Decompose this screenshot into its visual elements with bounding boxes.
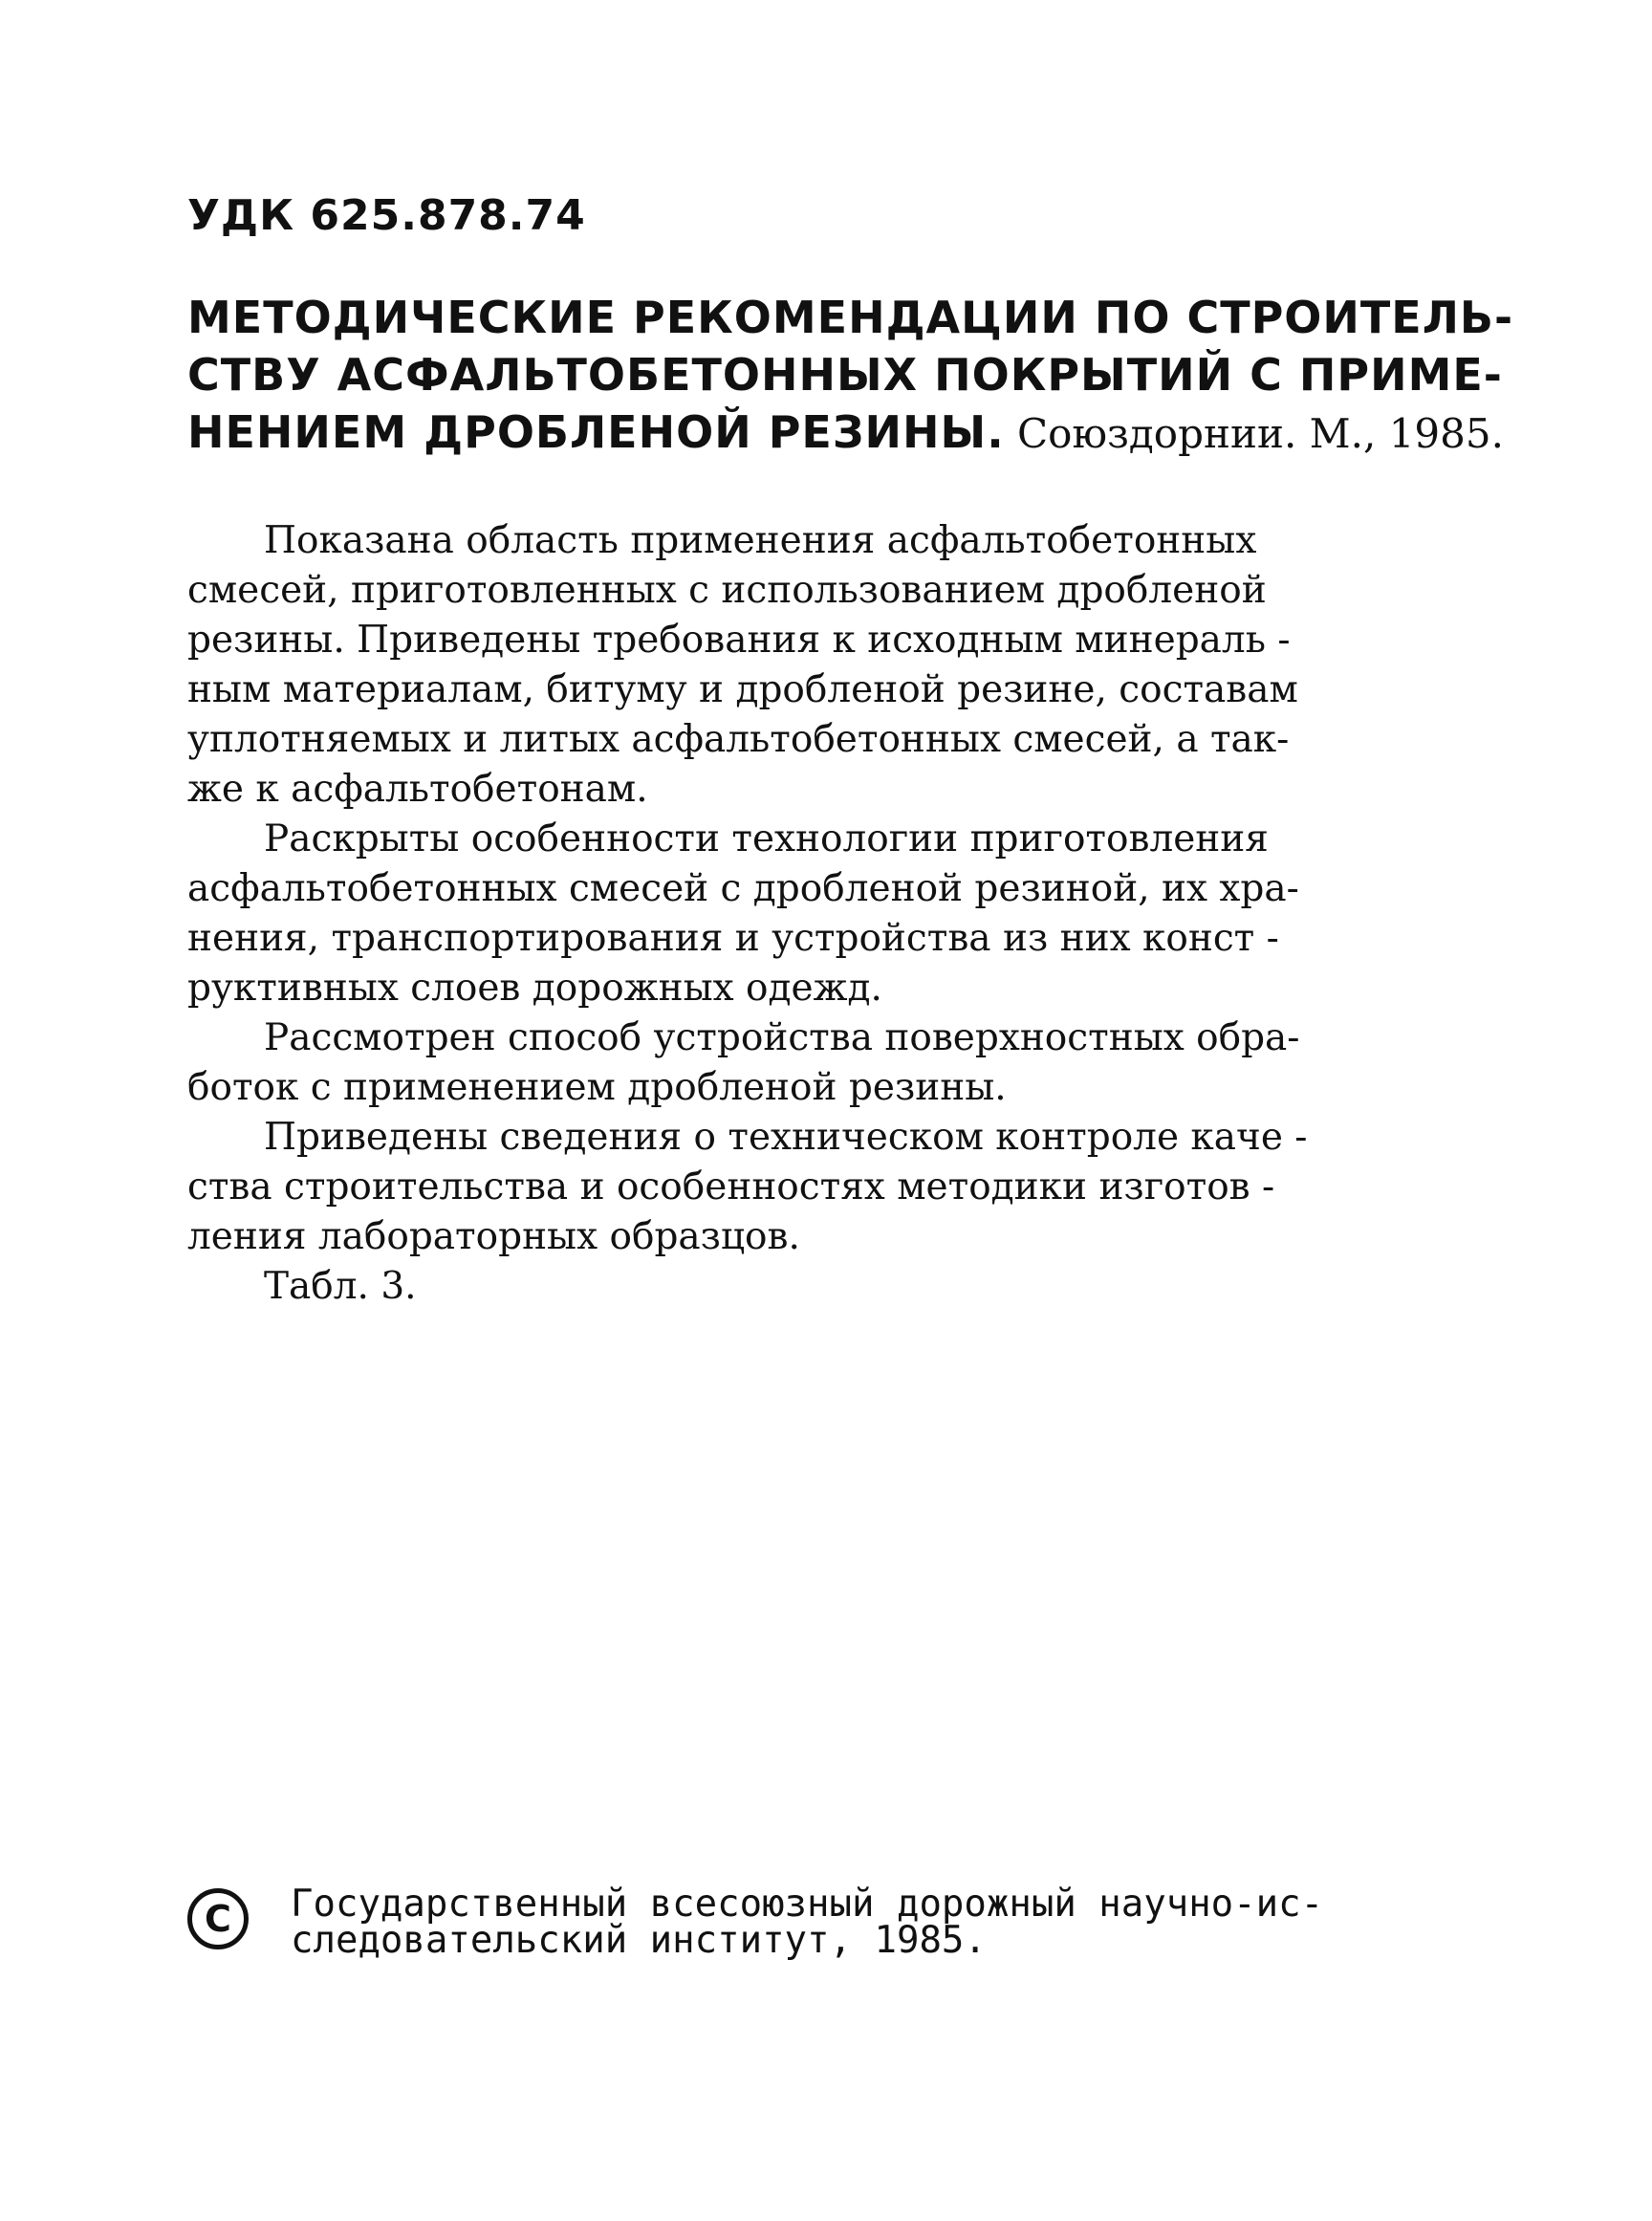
copyright-notice <box>187 1883 1468 1962</box>
abstract-line: же к асфальтобетонам. <box>187 768 648 811</box>
title-line: МЕТОДИЧЕСКИЕ РЕКОМЕНДАЦИИ ПО СТРОИТЕЛЬ- <box>187 292 1514 343</box>
abstract-line: Рассмотрен способ устройства поверхностных обра- <box>264 1016 1300 1059</box>
abstract-line: уплотняемых и литых асфальтобетонных смесей, а так- <box>187 718 1290 761</box>
abstract-line: резины. Приведены требования к исходным минераль - <box>187 619 1291 662</box>
abstract-line: смесей, приготовленных с использованием дробленой <box>187 569 1267 612</box>
udk-code: УДК 625.878.74 <box>187 191 586 240</box>
abstract-line: боток с применением дробленой резины. <box>187 1066 1007 1109</box>
abstract-line: асфальтобетонных смесей с дробленой резиной, их хра- <box>187 867 1299 910</box>
title-line: СТВУ АСФАЛЬТОБЕТОННЫХ ПОКРЫТИЙ С ПРИМЕ- <box>187 349 1503 401</box>
abstract <box>187 516 1468 1312</box>
abstract-line: ства строительства и особенностях методики изготов - <box>187 1165 1275 1208</box>
abstract-line: ным материалам, битуму и дробленой резине, составам <box>187 668 1298 711</box>
abstract-line: Приведены сведения о техническом контроле каче - <box>264 1116 1308 1159</box>
copyright-icon: C <box>187 1888 249 1949</box>
copyright-line: следовательский институт, 1985. <box>291 1919 987 1962</box>
abstract-line: нения, транспортирования и устройства из них конст - <box>187 917 1279 960</box>
abstract-line: Раскрыты особенности технологии приготовления <box>264 817 1269 860</box>
publisher-info: Союздорнии. М., 1985. <box>1004 410 1504 457</box>
copyright-text <box>291 1883 1324 1962</box>
abstract-line: Табл. 3. <box>264 1265 417 1308</box>
document-title <box>187 289 1514 463</box>
title-line-last <box>187 403 1504 463</box>
copyright-line: Государственный всесоюзный дорожный научно-ис- <box>291 1883 1324 1926</box>
title-line-text: НЕНИЕМ ДРОБЛЕНОЙ РЕЗИНЫ. <box>187 406 1005 458</box>
abstract-line: руктивных слоев дорожных одежд. <box>187 967 882 1010</box>
abstract-line: ления лабораторных образцов. <box>187 1215 800 1258</box>
abstract-line: Показана область применения асфальтобетонных <box>264 519 1257 562</box>
